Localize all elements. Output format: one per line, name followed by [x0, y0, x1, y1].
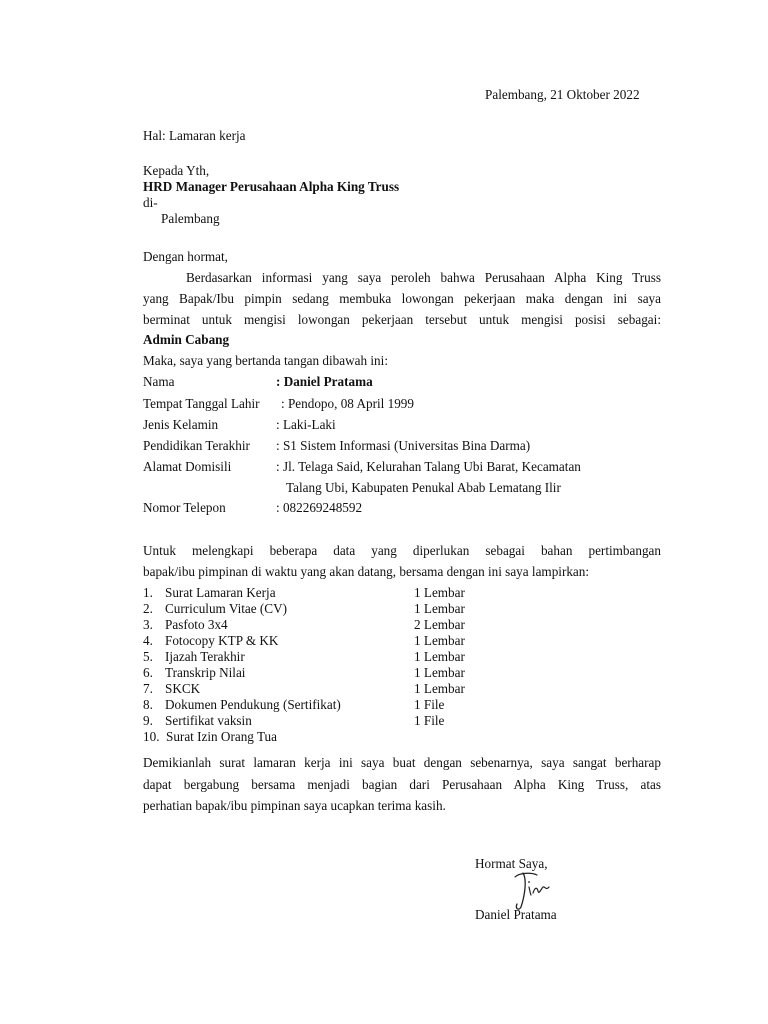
field-value-address: : Jl. Telaga Said, Kelurahan Talang Ubi Barat, Kecamatan — [276, 459, 581, 474]
attachment-qty: 2 Lembar — [414, 617, 465, 632]
position-title: Admin Cabang — [143, 332, 230, 347]
field-value-address-cont: Talang Ubi, Kabupaten Penukal Abab Lematang Ilir — [286, 480, 561, 495]
attachment-number: 6. — [143, 665, 153, 680]
attachment-name: Transkrip Nilai — [165, 665, 246, 680]
attachment-name: Curriculum Vitae (CV) — [165, 601, 288, 616]
intro-line: Berdasarkan informasi yang saya peroleh bahwa Perusahaan Alpha King Truss — [186, 270, 661, 285]
regards-line: Hormat Saya, — [475, 856, 548, 871]
attachment-name: Sertifikat vaksin — [165, 713, 252, 728]
closing-line: Demikianlah surat lamaran kerja ini saya buat dengan sebenarnya, saya sangat berharap — [143, 755, 661, 770]
field-label-address: Alamat Domisili — [143, 459, 232, 474]
undersigned-line: Maka, saya yang bertanda tangan dibawah ini: — [143, 353, 388, 368]
field-label-ttl: Tempat Tanggal Lahir — [143, 396, 260, 411]
attachment-number: 9. — [143, 713, 153, 728]
attachment-number: 3. — [143, 617, 153, 632]
field-label-nama: Nama — [143, 374, 175, 389]
attachment-name: Fotocopy KTP & KK — [165, 633, 279, 648]
attachment-qty: 1 File — [414, 713, 445, 728]
attachment-qty: 1 Lembar — [414, 585, 465, 600]
place-date: Palembang, 21 Oktober 2022 — [485, 87, 640, 102]
attachment-name: SKCK — [165, 681, 201, 696]
attachment-qty: 1 Lembar — [414, 649, 465, 664]
recipient-di: di- — [143, 195, 158, 210]
field-value-ttl: : Pendopo, 08 April 1999 — [281, 396, 414, 411]
field-value-phone: : 082269248592 — [276, 500, 363, 515]
attachment-qty: 1 Lembar — [414, 633, 465, 648]
attach-intro-line: bapak/ibu pimpinan di waktu yang akan datang, bersama dengan ini saya lampirkan: — [143, 564, 590, 579]
intro-line: berminat untuk mengisi lowongan pekerjaan tersebut untuk mengisi posisi sebagai: — [143, 312, 661, 327]
attachment-name: Ijazah Terakhir — [165, 649, 245, 664]
intro-line: yang Bapak/Ibu pimpin sedang membuka lowongan pekerjaan maka dengan ini saya — [143, 291, 661, 306]
attachment-name: Dokumen Pendukung (Sertifikat) — [165, 697, 341, 712]
attachment-number: 4. — [143, 633, 153, 648]
field-value-education: : S1 Sistem Informasi (Universitas Bina Darma) — [276, 438, 531, 453]
field-label-gender: Jenis Kelamin — [143, 417, 219, 432]
attachment-number: 1. — [143, 585, 153, 600]
salutation: Dengan hormat, — [143, 249, 228, 264]
attachment-number: 10. — [143, 729, 160, 744]
field-label-phone: Nomor Telepon — [143, 500, 226, 515]
recipient-city: Palembang — [161, 211, 220, 226]
attachment-number: 5. — [143, 649, 153, 664]
attachment-number: 2. — [143, 601, 153, 616]
attachment-qty: 1 Lembar — [414, 681, 465, 696]
attachment-qty: 1 Lembar — [414, 665, 465, 680]
attachment-qty: 1 File — [414, 697, 445, 712]
attachment-name: Surat Lamaran Kerja — [165, 585, 276, 600]
attachment-number: 7. — [143, 681, 153, 696]
field-value-gender: : Laki-Laki — [276, 417, 336, 432]
signer-name: Daniel Pratama — [475, 907, 557, 922]
recipient-name: HRD Manager Perusahaan Alpha King Truss — [143, 179, 400, 194]
attachment-name: Surat Izin Orang Tua — [166, 729, 277, 744]
attachment-name: Pasfoto 3x4 — [165, 617, 228, 632]
field-label-education: Pendidikan Terakhir — [143, 438, 250, 453]
attachment-number: 8. — [143, 697, 153, 712]
recipient-greeting: Kepada Yth, — [143, 163, 210, 178]
attach-intro-line: Untuk melengkapi beberapa data yang diperlukan sebagai bahan pertimbangan — [143, 543, 661, 558]
closing-line: dapat bergabung bersama menjadi bagian dari Perusahaan Alpha King Truss, atas — [143, 777, 661, 792]
closing-line: perhatian bapak/ibu pimpinan saya ucapkan terima kasih. — [143, 798, 446, 813]
attachment-qty: 1 Lembar — [414, 601, 465, 616]
subject-line: Hal: Lamaran kerja — [143, 128, 246, 143]
field-value-nama: : Daniel Pratama — [276, 374, 373, 389]
